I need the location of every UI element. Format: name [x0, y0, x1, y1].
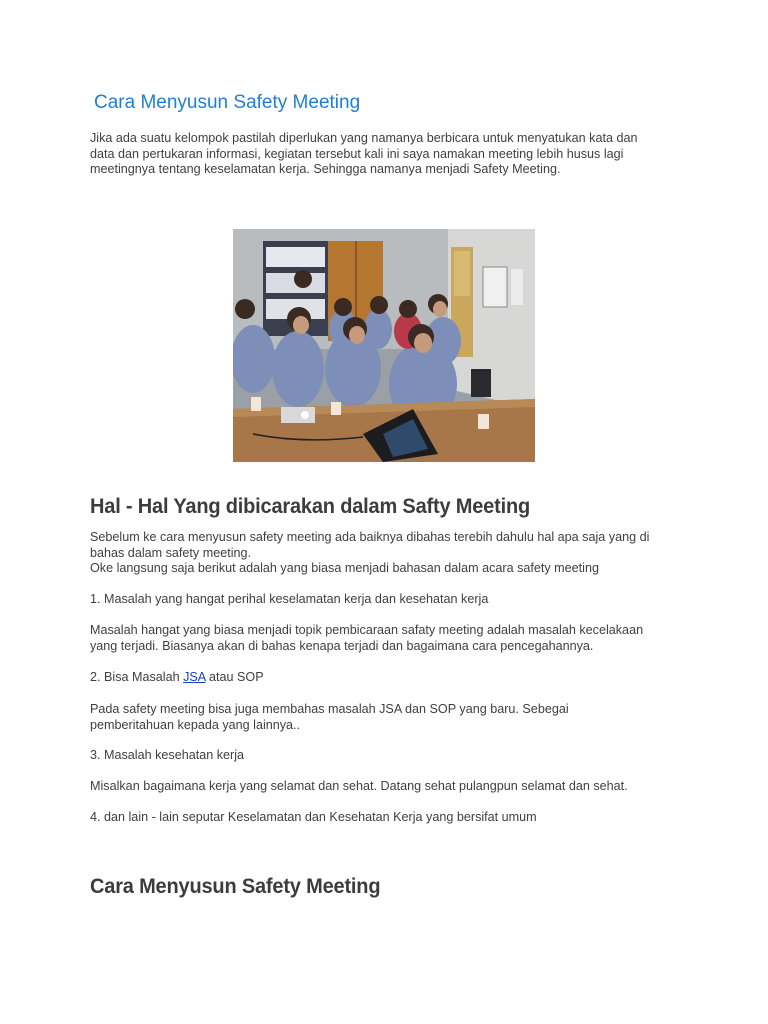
article-title-link[interactable]: Cara Menyusun Safety Meeting: [94, 92, 361, 113]
jsa-link[interactable]: JSA: [183, 670, 206, 684]
list-item-2-suffix: atau SOP: [205, 670, 264, 684]
intro-line: meetingnya tentang keselamatan kerja. Sehingga namanya menjadi Safety Meeting.: [90, 162, 561, 177]
description-line: Pada safety meeting bisa juga membahas masalah JSA dan SOP yang baru. Sebegai: [90, 702, 569, 716]
opening-line: Oke langsung saja berikut adalah yang biasa menjadi bahasan dalam acara safety meeting: [90, 561, 599, 576]
list-item-3-description: Misalkan bagaimana kerja yang selamat dan sehat. Datang sehat pulangpun selamat dan sehat.: [90, 779, 628, 793]
section-heading: Hal - Hal Yang dibicarakan dalam Safty Meeting: [90, 494, 531, 518]
section-opening-paragraph: [90, 530, 690, 577]
list-item-1-description: [90, 623, 690, 654]
list-item-2-description: [90, 702, 690, 733]
opening-line: bahas dalam safety meeting.: [90, 545, 252, 560]
description-line: pemberitahuan kepada yang lainnya..: [90, 717, 301, 732]
list-item-3: 3. Masalah kesehatan kerja: [90, 748, 245, 762]
list-item-2: [90, 670, 690, 686]
list-item-2-prefix: 2. Bisa Masalah: [90, 670, 184, 684]
intro-line: Jika ada suatu kelompok pastilah diperlukan yang namanya berbicara untuk menyatukan kata dan: [90, 131, 638, 145]
section-heading: Cara Menyusun Safety Meeting: [90, 874, 381, 898]
description-line: yang terjadi. Biasanya akan di bahas kenapa terjadi dan bagaimana cara pencegahannya.: [90, 638, 594, 653]
description-line: Masalah hangat yang biasa menjadi topik pembicaraan safaty meeting adalah masalah kecelakaan: [90, 623, 644, 637]
intro-line: data dan pertukaran informasi, kegiatan tersebut kali ini saya namakan meeting lebih husus lagi: [90, 146, 624, 161]
list-item-4: 4. dan lain - lain seputar Keselamatan dan Kesehatan Kerja yang bersifat umum: [90, 810, 537, 824]
intro-paragraph: [90, 131, 690, 178]
opening-line: Sebelum ke cara menyusun safety meeting ada baiknya dibahas terebih dahulu hal apa saja yang di: [90, 530, 650, 544]
safety-meeting-photo: [233, 229, 535, 462]
list-item-1: 1. Masalah yang hangat perihal keselamatan kerja dan kesehatan kerja: [90, 592, 489, 606]
